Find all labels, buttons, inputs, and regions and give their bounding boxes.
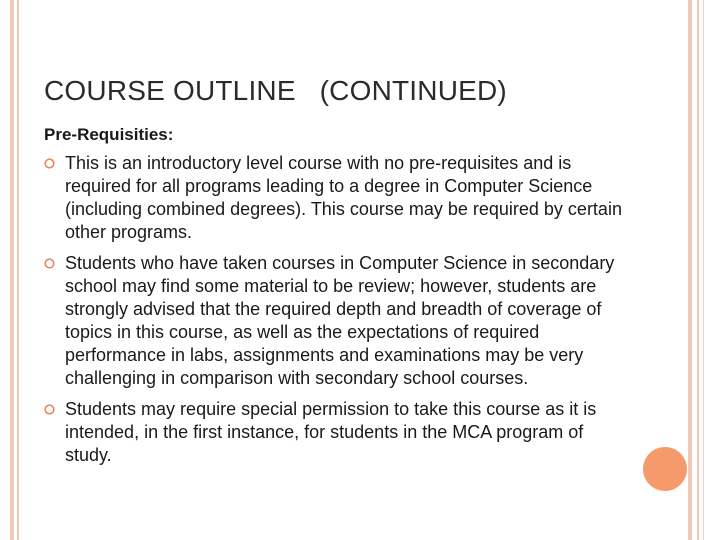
- decorative-circle-icon: [643, 447, 687, 491]
- bullet-item: [44, 252, 624, 390]
- bullet-item: [44, 152, 624, 244]
- right-border-line-thin: [697, 0, 699, 540]
- bullet-text: This is an introductory level course with no pre-requisites and is required for all programs leading to a degree in Computer Science (including combined degrees). This course may be required by certain other programs.: [65, 153, 622, 242]
- slide-title: COURSE OUTLINE (CONTINUED): [44, 75, 507, 106]
- bullet-item: [44, 398, 624, 467]
- bullet-text: Students may require special permission to take this course as it is intended, in the first instance, for students in the MCA program of study.: [65, 399, 597, 465]
- left-border-line-thick: [10, 0, 14, 540]
- slide-body: [44, 124, 624, 475]
- prerequisites-heading: Pre-Requisities:: [44, 125, 174, 144]
- bullet-text: Students who have taken courses in Computer Science in secondary school may find some material to be review; however, students are strongly advised that the required depth and breadth of coverage of topics in this course, as well as the expectations of required performance in labs, assignments and examinations may be very challenging in comparison with secondary school courses.: [65, 253, 615, 388]
- bullet-list: [44, 152, 624, 467]
- left-border-line-thin: [17, 0, 19, 540]
- right-border-line-hairline: [703, 0, 704, 540]
- bullet-icon: [44, 404, 55, 415]
- bullet-icon: [44, 258, 55, 269]
- right-border-line-thick: [688, 0, 692, 540]
- bullet-icon: [44, 158, 55, 169]
